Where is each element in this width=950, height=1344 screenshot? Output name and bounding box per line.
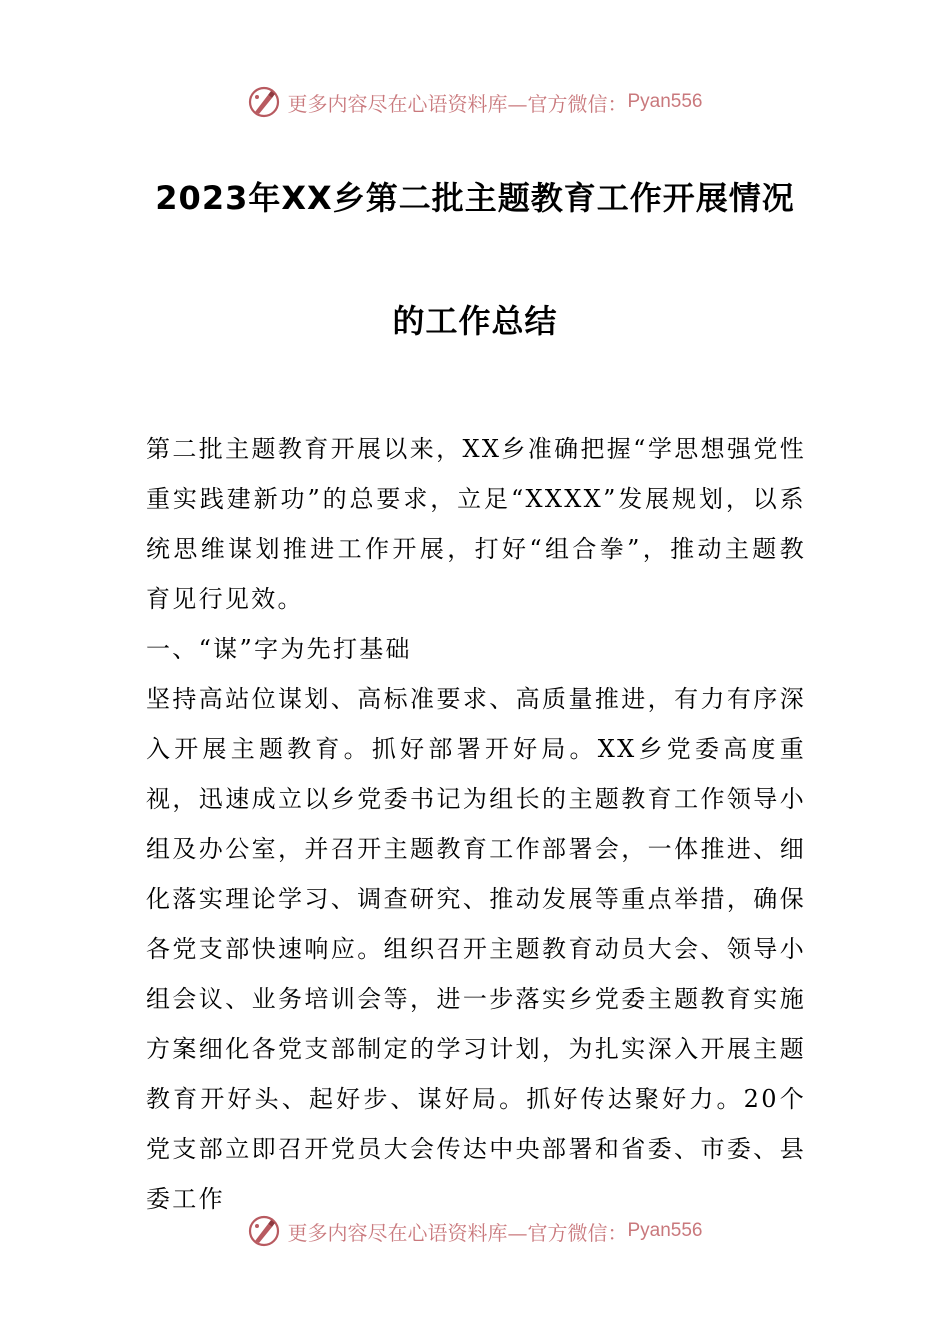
watermark-text: 更多内容尽在心语资料库—官方微信： <box>287 91 628 116</box>
footer-watermark <box>0 1211 950 1251</box>
document-title-line-2: 的工作总结 <box>392 302 558 340</box>
document-title-line-1: 2023年XX乡第二批主题教育工作开展情况 <box>155 179 795 217</box>
intro-paragraph: 第二批主题教育开展以来，XX乡准确把握“学思想强党性重实践建新功”的总要求，立足“XXXX”发展规划，以系统思维谋划推进工作开展，打好“组合拳”，推动主题教育见行见效。 <box>146 435 806 613</box>
pen-logo-icon <box>247 85 281 119</box>
watermark-wechat-id: Pyan556 <box>627 91 703 112</box>
pen-logo-icon <box>247 1214 281 1248</box>
watermark-text: 更多内容尽在心语资料库—官方微信： <box>287 1220 628 1245</box>
watermark-wechat-id: Pyan556 <box>627 1220 703 1241</box>
section-1-heading: 一、“谋”字为先打基础 <box>146 635 412 663</box>
header-watermark <box>0 82 950 122</box>
section-1-paragraph: 坚持高站位谋划、高标准要求、高质量推进，有力有序深入开展主题教育。抓好部署开好局。XX乡党委高度重视，迅速成立以乡党委书记为组长的主题教育工作领导小组及办公室，并召开主题教育工作部署会，一体推进、细化落实理论学习、调查研究、推动发展等重点举措，确保各党支部快速响应。组织召开主题教育动员大会、领导小组会议、业务培训会等，进一步落实乡党委主题教育实施方案细化各党支部制定的学习计划，为扎实深入开展主题教育开好头、起好步、谋好局。抓好传达聚好力。20个党支部立即召开党员大会传达中央部署和省委、市委、县委工作 <box>146 685 806 1213</box>
document-body <box>146 424 806 1224</box>
